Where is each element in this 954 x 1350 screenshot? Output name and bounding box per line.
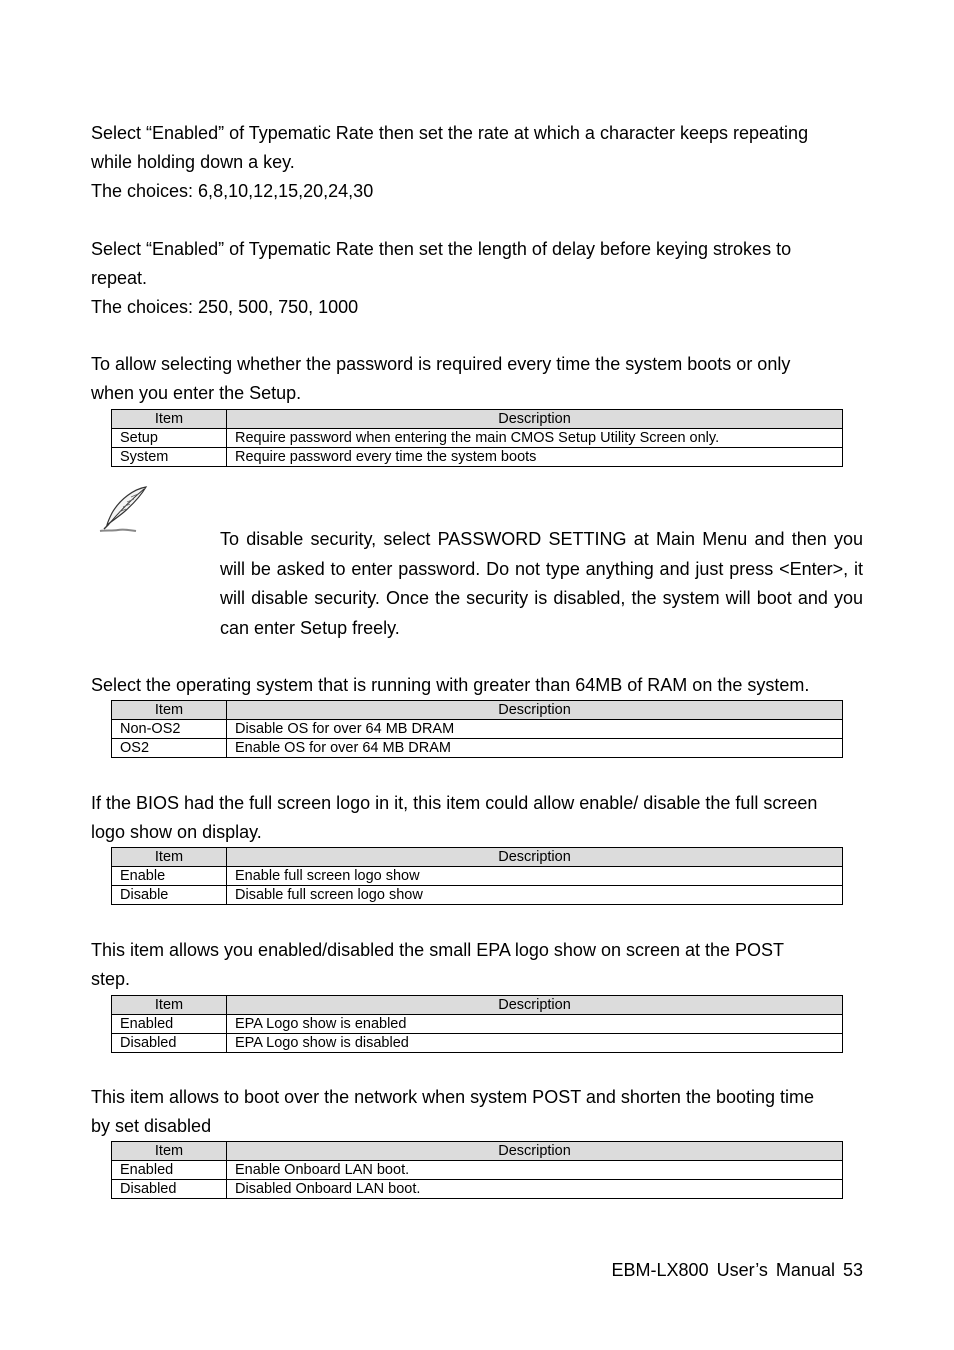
text-line: This item allows you enabled/disabled the small EPA logo show on screen at the POST <box>91 940 785 960</box>
text-line: The choices: 6,8,10,12,15,20,24,30 <box>91 181 374 201</box>
os-options-table <box>111 700 843 758</box>
table-row <box>112 739 843 758</box>
cell-description: Enable OS for over 64 MB DRAM <box>227 739 843 758</box>
os-memory-text <box>91 671 871 700</box>
typematic-rate-text <box>91 119 871 206</box>
cell-description: Require password when entering the main CMOS Setup Utility Screen only. <box>227 429 843 448</box>
epa-logo-text <box>91 936 871 994</box>
cell-description: Require password every time the system boots <box>227 448 843 467</box>
table-header-row <box>112 701 843 720</box>
text-line: logo show on display. <box>91 822 262 842</box>
cell-description: Disabled Onboard LAN boot. <box>227 1180 843 1199</box>
cell-item: Disabled <box>112 1034 227 1053</box>
security-note-text: To disable security, select PASSWORD SETTING at Main Menu and then you will be asked to enter password. Do not type anything and just press <Enter>, it will disable security. Once the security is disabled, the system will boot and you can enter Setup freely. <box>220 529 863 638</box>
table-row <box>112 720 843 739</box>
header-item: Item <box>112 848 227 867</box>
header-item: Item <box>112 701 227 720</box>
cell-item: Enabled <box>112 1161 227 1180</box>
text-line: If the BIOS had the full screen logo in it, this item could allow enable/ disable the full screen <box>91 793 818 813</box>
text-line: step. <box>91 969 131 989</box>
table-header-row <box>112 848 843 867</box>
cell-item: OS2 <box>112 739 227 758</box>
table-row <box>112 1034 843 1053</box>
text-line: This item allows to boot over the network when system POST and shorten the booting time <box>91 1087 815 1107</box>
lan-boot-text <box>91 1083 871 1141</box>
cell-description: EPA Logo show is enabled <box>227 1015 843 1034</box>
page-footer: EBM-LX800 User’s Manual 53 <box>611 1260 863 1280</box>
full-screen-logo-text <box>91 789 871 847</box>
header-description: Description <box>227 996 843 1015</box>
cell-item: Non-OS2 <box>112 720 227 739</box>
table-row <box>112 1015 843 1034</box>
feather-pen-icon <box>98 485 150 535</box>
cell-description: Disable full screen logo show <box>227 886 843 905</box>
text-line: Select the operating system that is running with greater than 64MB of RAM on the system. <box>91 675 810 695</box>
cell-item: Enabled <box>112 1015 227 1034</box>
cell-description: Enable full screen logo show <box>227 867 843 886</box>
text-line: Select “Enabled” of Typematic Rate then set the rate at which a character keeps repeating <box>91 123 809 143</box>
table-row <box>112 867 843 886</box>
table-header-row <box>112 1142 843 1161</box>
table-row <box>112 1180 843 1199</box>
header-description: Description <box>227 848 843 867</box>
cell-item: Enable <box>112 867 227 886</box>
security-text <box>91 350 871 408</box>
cell-description: Disable OS for over 64 MB DRAM <box>227 720 843 739</box>
text-line: while holding down a key. <box>91 152 295 172</box>
cell-item: System <box>112 448 227 467</box>
cell-description: EPA Logo show is disabled <box>227 1034 843 1053</box>
text-line: by set disabled <box>91 1116 212 1136</box>
table-row <box>112 886 843 905</box>
text-line: repeat. <box>91 268 148 288</box>
text-line: The choices: 250, 500, 750, 1000 <box>91 297 359 317</box>
epa-logo-table <box>111 995 843 1053</box>
header-description: Description <box>227 410 843 429</box>
header-item: Item <box>112 1142 227 1161</box>
header-item: Item <box>112 410 227 429</box>
text-line: when you enter the Setup. <box>91 383 302 403</box>
header-item: Item <box>112 996 227 1015</box>
table-row <box>112 429 843 448</box>
table-header-row <box>112 410 843 429</box>
cell-item: Disabled <box>112 1180 227 1199</box>
cell-description: Enable Onboard LAN boot. <box>227 1161 843 1180</box>
header-description: Description <box>227 701 843 720</box>
table-row <box>112 448 843 467</box>
cell-item: Setup <box>112 429 227 448</box>
cell-item: Disable <box>112 886 227 905</box>
typematic-delay-text <box>91 235 871 322</box>
table-row <box>112 1161 843 1180</box>
header-description: Description <box>227 1142 843 1161</box>
lan-boot-table <box>111 1141 843 1199</box>
full-screen-logo-table <box>111 847 843 905</box>
security-options-table <box>111 409 843 467</box>
table-header-row <box>112 996 843 1015</box>
text-line: To allow selecting whether the password is required every time the system boots or only <box>91 354 791 374</box>
text-line: Select “Enabled” of Typematic Rate then set the length of delay before keying strokes to <box>91 239 792 259</box>
